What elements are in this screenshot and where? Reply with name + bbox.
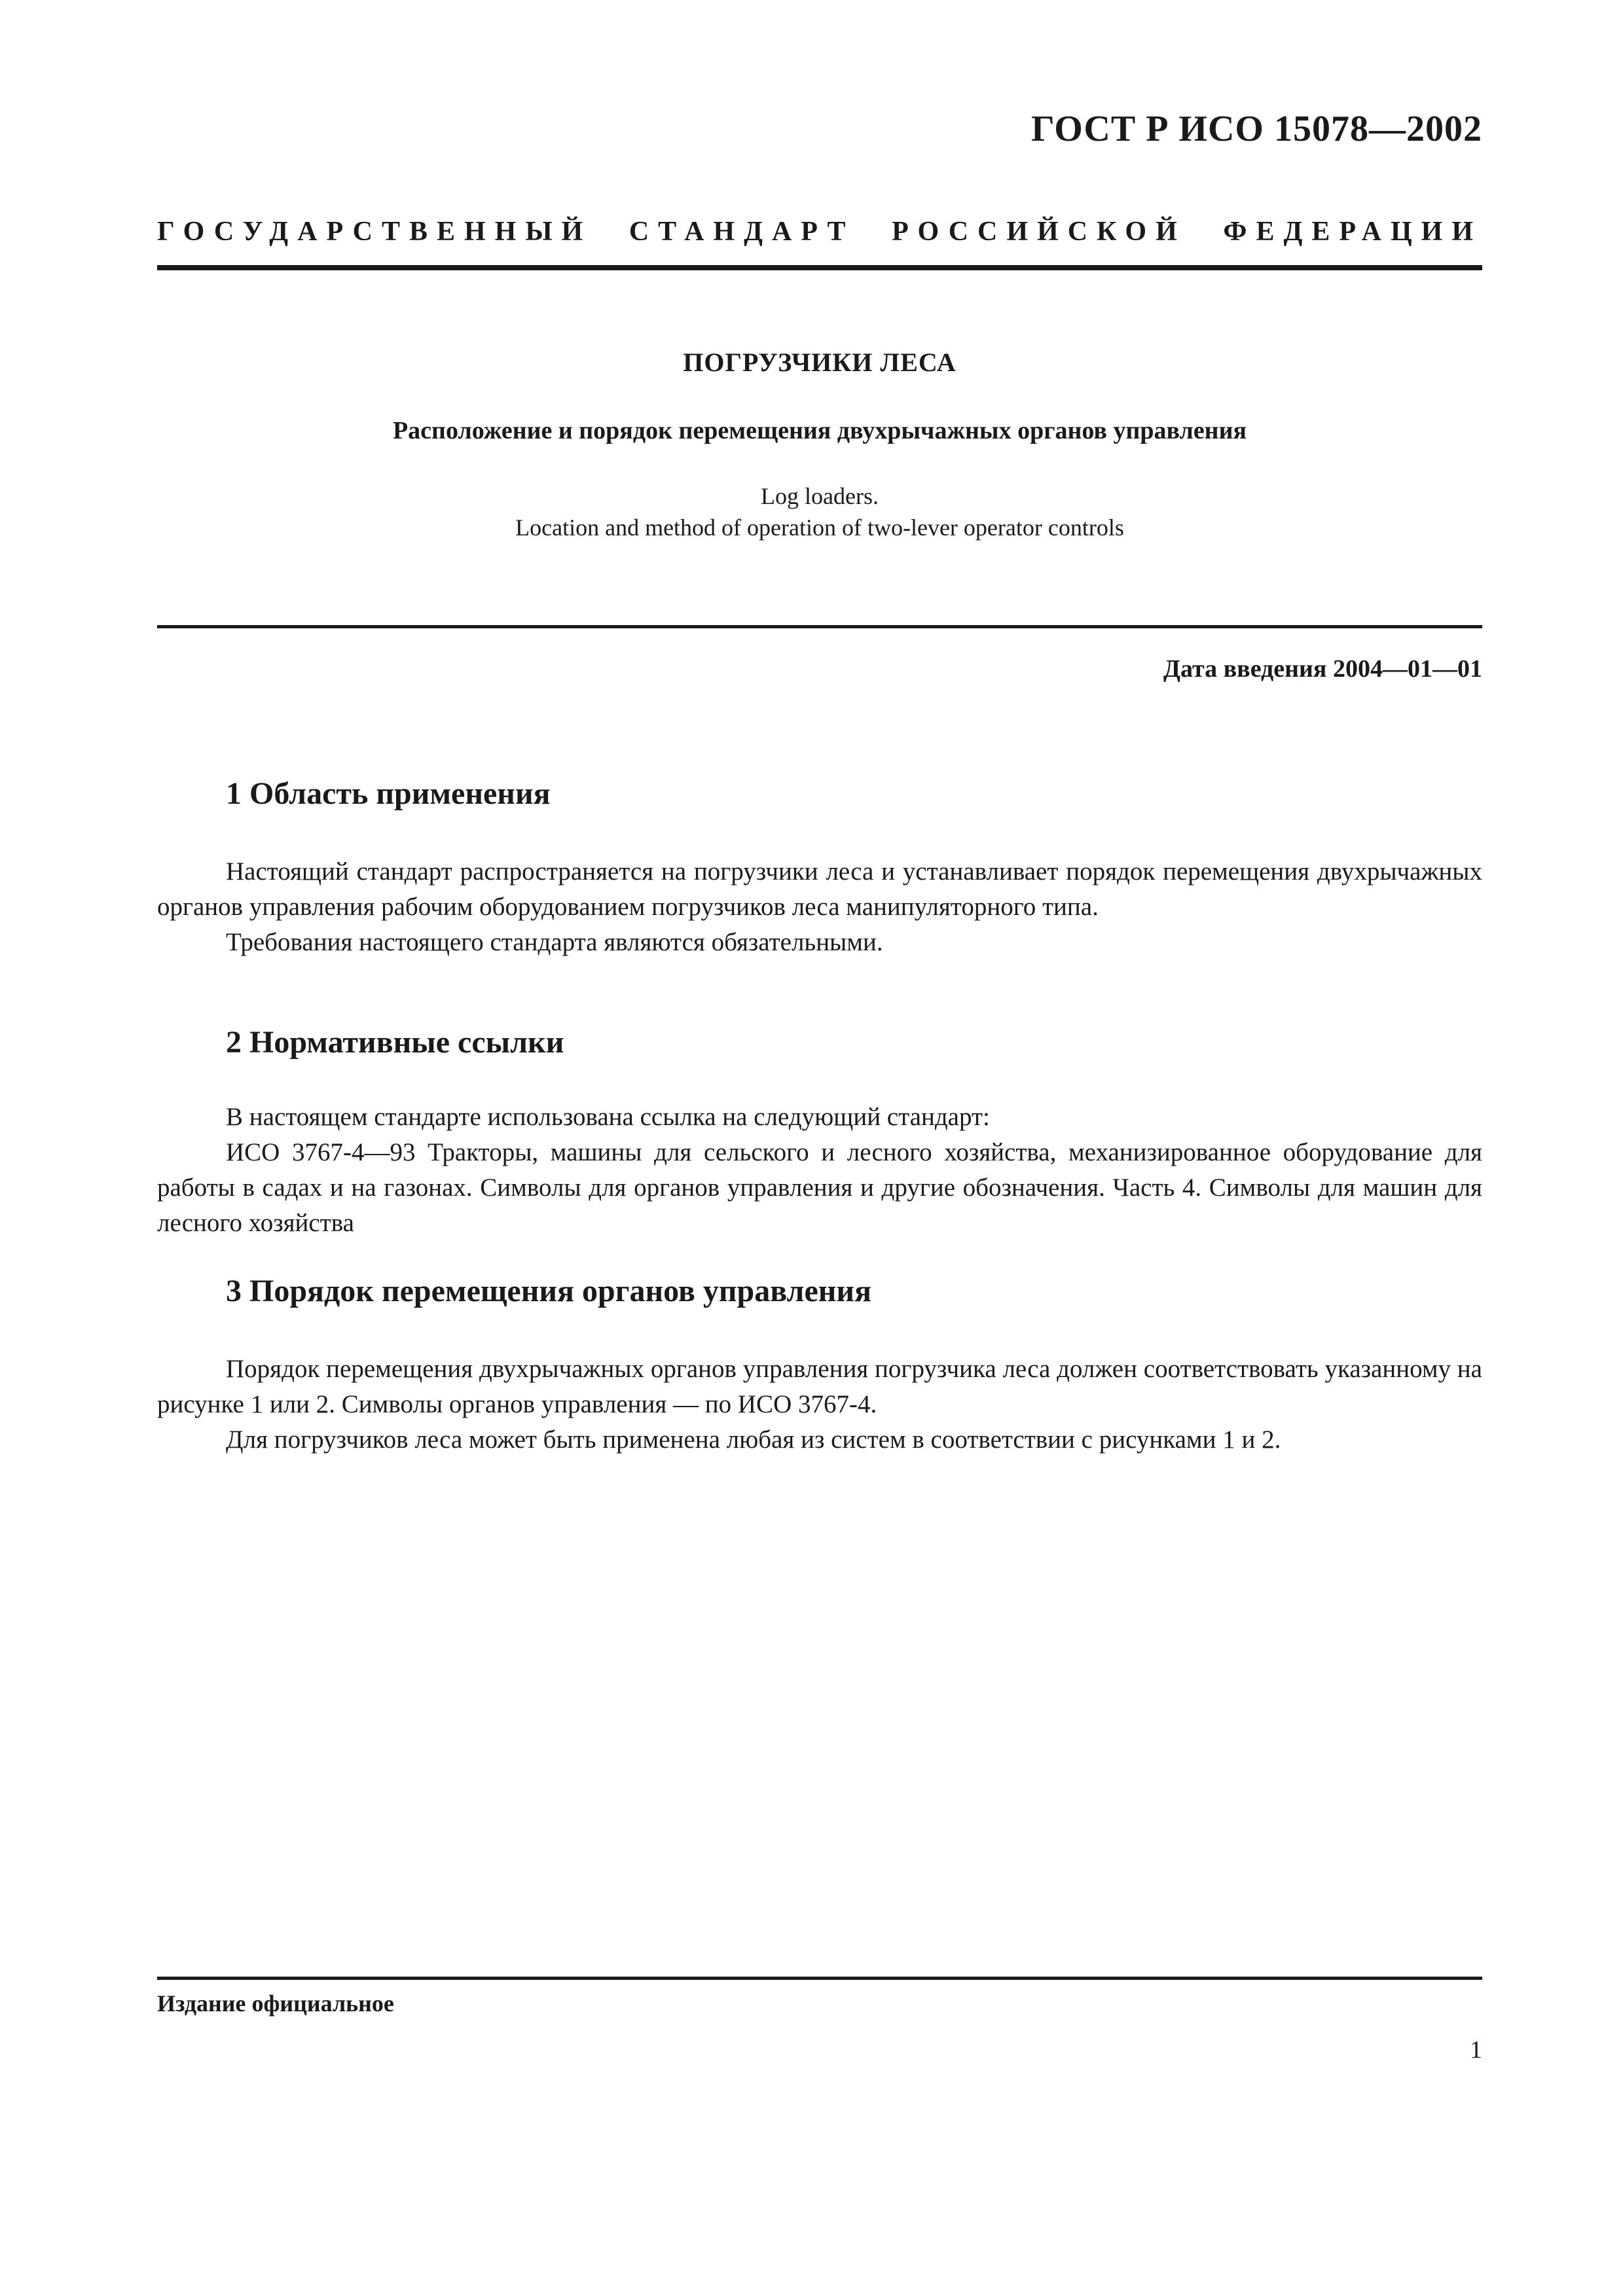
english-title-line-2: Location and method of operation of two-lever operator controls [515,514,1124,541]
page-number: 1 [1470,2036,1482,2064]
header-rule [157,265,1482,270]
section-1-body [157,854,1482,960]
section-1-paragraph-1: Настоящий стандарт распространяется на погрузчики леса и устанавливает порядок перемещения двухрычажных органов управления рабочим оборудованием погрузчиков леса манипуляторного типа. [157,857,1482,921]
section-2-paragraph-1: В настоящем стандарте использована ссылка на следующий стандарт: [226,1103,990,1131]
introduction-date: Дата введения 2004—01—01 [1163,655,1482,683]
section-1-paragraph-2: Требования настоящего стандарта являются обязательными. [226,928,883,956]
document-subtitle: Расположение и порядок перемещения двухрычажных органов управления [392,417,1247,444]
section-3-paragraph-1: Порядок перемещения двухрычажных органов управления погрузчика леса должен соответствовать указанному на рисунке 1 или 2. Символы органов управления — по ИСО 3767-4. [157,1355,1482,1418]
section-2-body [157,1100,1482,1241]
english-title [157,480,1482,543]
english-title-line-1: Log loaders. [761,483,879,509]
section-2-paragraph-2: ИСО 3767-4—93 Тракторы, машины для сельского и лесного хозяйства, механизированное оборудование для работы в садах и на газонах. Символы для органов управления и другие обозначения. Часть 4. Символы для машин для лесного хозяйства [157,1138,1482,1237]
footer-rule [157,1977,1482,1980]
organization-title: ГОСУДАРСТВЕННЫЙ СТАНДАРТ РОССИЙСКОЙ ФЕДЕРАЦИИ [157,217,1482,247]
official-edition-label: Издание официальное [157,1990,394,2017]
section-3-heading: 3 Порядок перемещения органов управления [226,1274,872,1308]
section-3-body [157,1352,1482,1458]
title-rule [157,625,1482,628]
section-2-heading: 2 Нормативные ссылки [226,1025,564,1060]
document-title: ПОГРУЗЧИКИ ЛЕСА [683,348,957,377]
document-code: ГОСТ Р ИСО 15078—2002 [1030,109,1482,149]
section-1-heading: 1 Область применения [226,776,551,811]
section-3-paragraph-2: Для погрузчиков леса может быть применена любая из систем в соответствии с рисунками 1 и 2. [226,1426,1281,1454]
